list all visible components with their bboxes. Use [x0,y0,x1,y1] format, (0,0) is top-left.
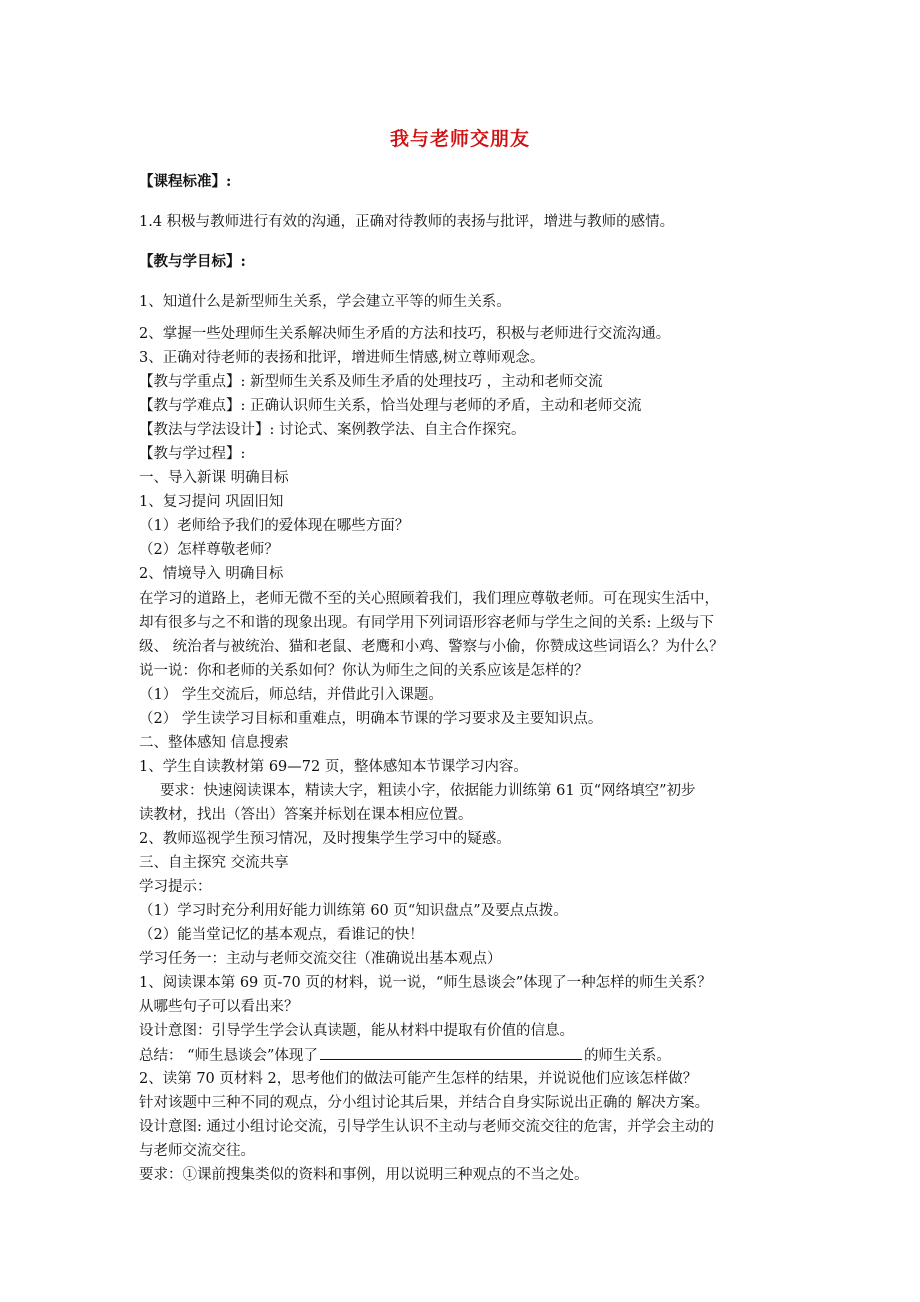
list-item: 1、阅读课本第 69 页-70 页的材料，说一说，“师生恳谈会”体现了一种怎样的师生关系？ [139,975,712,991]
paragraph: 读教材，找出（答出）答案并标划在课本相应位置。 [139,807,473,823]
key-points: 【教与学重点】: 新型师生关系及师生矛盾的处理技巧 ，主动和老师交流 [139,374,603,390]
list-item: （2）怎样尊敬老师？ [139,542,279,558]
paragraph: 在学习的道路上，老师无微不至的关心照顾着我们，我们理应尊敬老师。可在现实生活中， [139,591,719,607]
paragraph: 1.4 积极与教师进行有效的沟通，正确对待教师的表扬与批评，增进与教师的感情。 [139,214,675,230]
paragraph: 学习提示： [139,879,212,895]
goal-item: 1、知道什么是新型师生关系，学会建立平等的师生关系。 [139,294,511,310]
list-item: （1）老师给予我们的爱体现在哪些方面？ [139,518,410,534]
section-heading-curriculum: 【课程标准】: [139,173,232,190]
list-item: 1、复习提问 巩固旧知 [139,494,284,510]
paragraph: 要求：快速阅读课本，精读大字，粗读小字，依据能力训练第 61 页“网络填空”初步 [160,783,696,799]
list-item: （2） 学生读学习目标和重难点，明确本节课的学习要求及主要知识点。 [139,711,603,727]
paragraph: 要求：①课前搜集类似的资料和事例，用以说明三种观点的不当之处。 [139,1167,589,1183]
task-heading: 学习任务一：主动与老师交流交往（准确说出基本观点） [139,951,502,967]
list-item: （1） 学生交流后，师总结，并借此引入课题。 [139,687,443,703]
goal-item: 2、掌握一些处理师生关系解决师生矛盾的方法和技巧，积极与老师进行交流沟通。 [139,326,671,342]
list-item: （2）能当堂记忆的基本观点，看谁记的快！ [139,927,424,943]
section-heading-goals: 【教与学目标】: [139,253,246,270]
paragraph: 设计意图：引导学生学会认真读题，能从材料中提取有价值的信息。 [139,1023,574,1039]
list-item: 2、读第 70 页材料 2，思考他们的做法可能产生怎样的结果，并说说他们应该怎样做？ [139,1071,698,1087]
difficult-points: 【教与学难点】: 正确认识师生关系，恰当处理与老师的矛盾，主动和老师交流 [139,398,642,414]
paragraph: 针对该题中三种不同的观点，分小组讨论其后果，并结合自身实际说出正确的 解决方案。 [139,1095,710,1111]
summary-suffix: 的师生关系。 [583,1048,671,1064]
goal-item: 3、正确对待老师的表扬和批评，增进师生情感,树立尊师观念。 [139,350,545,366]
list-item: 2、情境导入 明确目标 [139,566,284,582]
paragraph: 与老师交流交往。 [139,1143,255,1159]
paragraph: 从哪些句子可以看出来？ [139,999,299,1015]
paragraph: 设计意图: 通过小组讨论交流，引导学生认识不主动与老师交流交往的危害，并学会主动的 [139,1119,714,1135]
list-item: 1、学生自读教材第 69—72 页，整体感知本节课学习内容。 [139,759,528,775]
section-heading-process: 【教与学过程】: [139,446,246,462]
list-item: 2、教师巡视学生预习情况，及时搜集学生学习中的疑惑。 [139,831,511,847]
subheading: 二、整体感知 信息搜索 [139,735,289,751]
teaching-methods: 【教法与学法设计】: 讨论式、案例教学法、自主合作探究。 [139,422,526,438]
page-title: 我与老师交朋友 [389,128,530,150]
list-item: （1）学习时充分利用好能力训练第 60 页“知识盘点”及要点点拨。 [139,903,568,919]
paragraph: 却有很多与之不和谐的现象出现。有同学用下列词语形容老师与学生之间的关系: 上级与下 [139,615,714,631]
summary-prefix: 总结： “师生恳谈会”体现了 [139,1048,318,1064]
summary-line [139,1045,671,1066]
paragraph: 级、 统治者与被统治、猫和老鼠、老鹰和小鸡、警察与小偷，你赞成这些词语么？为什么？ [139,639,724,655]
paragraph: 说一说：你和老师的关系如何？你认为师生之间的关系应该是怎样的？ [139,663,589,679]
subheading: 一、导入新课 明确目标 [139,470,289,486]
fill-in-blank [320,1045,582,1060]
subheading: 三、自主探究 交流共享 [139,855,289,871]
